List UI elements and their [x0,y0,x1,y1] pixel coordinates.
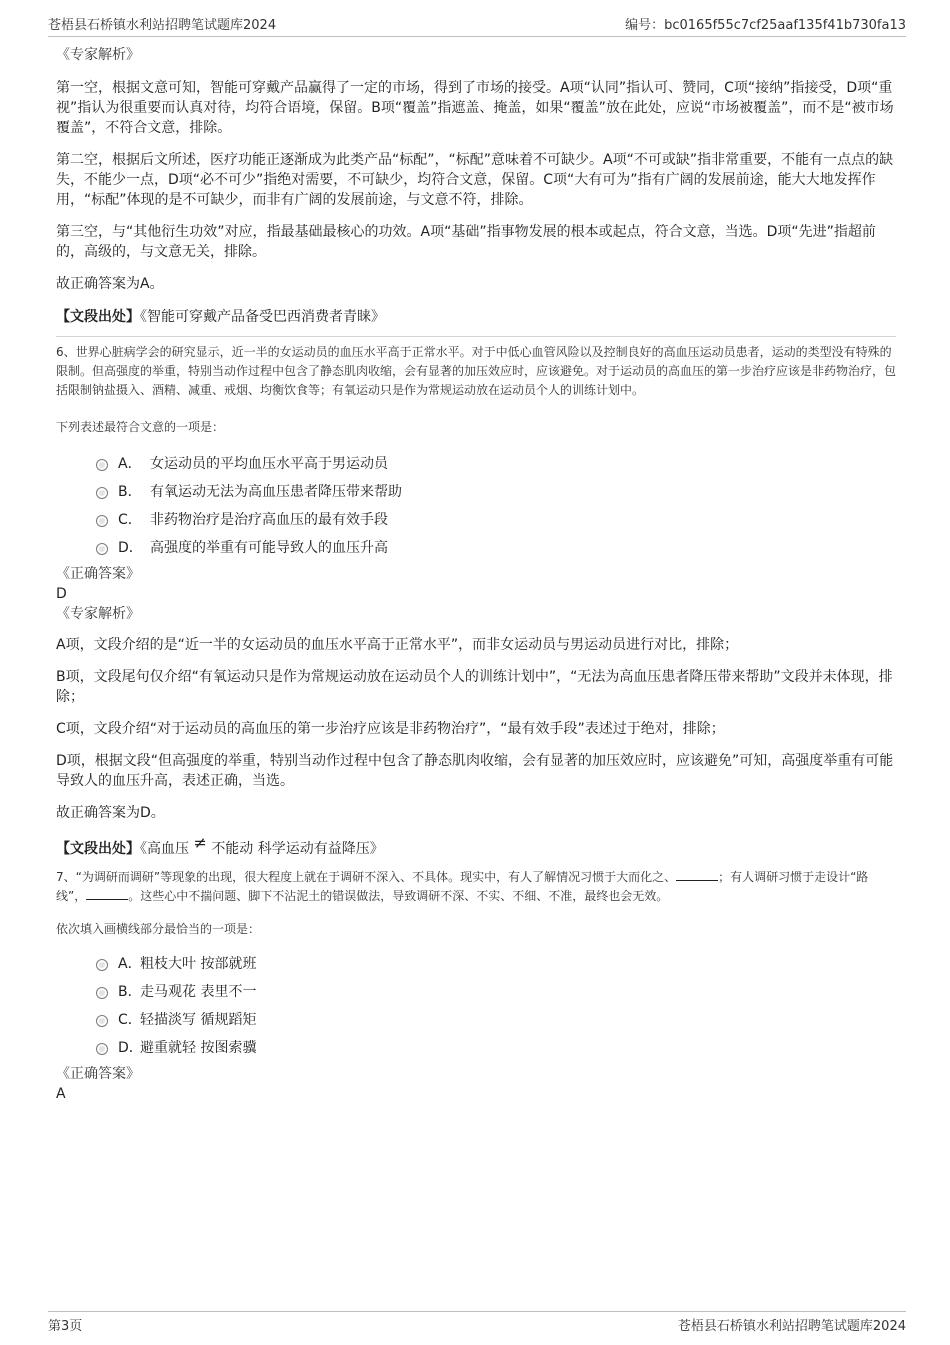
q6-answer-label: 《正确答案》 [56,566,140,582]
page-content [56,44,896,1103]
q6-option-d[interactable]: D． 高强度的举重有可能导致人的血压升高 [56,535,896,563]
q6-analysis-b: B项，文段尾句仅介绍“有氧运动只是作为常规运动放在运动员个人的训练计划中”，“无法为高血压患者降压带来帮助”文段并未体现，排除； [56,669,893,705]
header-doc-id: 编号：bc0165f55c7cf25aaf135f41b730fa13 [625,18,906,33]
page-header [48,12,906,37]
q7-option-d[interactable]: D．避重就轻 按图索骥 [56,1035,896,1063]
q6-source-label: 【文段出处】 [56,841,140,857]
q7-option-a[interactable]: A．粗枝大叶 按部就班 [56,951,896,979]
footer-title: 苍梧县石桥镇水利站招聘笔试题库2024 [677,1319,906,1334]
blank-1 [676,868,718,881]
q6-answer: D [56,586,67,602]
radio-icon[interactable] [96,487,108,499]
q7-answer: A [56,1086,66,1102]
q5-analysis-1: 第一空，根据文意可知，智能可穿戴产品赢得了一定的市场，得到了市场的接受。A项“认同”指认可、赞同，C项“接纳”指接受，D项“重视”指认为很重要而认真对待，均符合语境，保留。B项“覆盖”指遮盖、掩盖，如果“覆盖”放在此处，应说“市场被覆盖”，而不是“被市场覆盖”，不符合文意，排除。 [56,80,894,136]
radio-icon[interactable] [96,515,108,527]
page-footer [48,1311,906,1334]
radio-icon[interactable] [96,543,108,555]
q5-source-title: 《智能可穿戴产品备受巴西消费者青睐》 [140,309,385,325]
q7-stem: 7、“为调研而调研”等现象的出现，很大程度上就在于调研不深入、不具体。现实中，有人了解情况习惯于大而化之、 ；有人调研习惯于走设计“路线”， 。这些心中不揣问题、脚下不沾泥土的错误做法，导致调研不深、不实、不细、不准，最终也会无效。 [56,870,869,903]
q6-option-c[interactable]: C． 非药物治疗是治疗高血压的最有效手段 [56,507,896,535]
q6-stem: 6、世界心脏病学会的研究显示，近一半的女运动员的血压水平高于正常水平。对于中低心血管风险以及控制良好的高血压运动员患者，运动的类型没有特殊的限制。但高强度的举重，特别当动作过程中包含了静态肌肉收缩，会有显著的加压效应时，应该避免。对于运动员的高血压的第一步治疗应该是非药物治疗，包括限制钠盐摄入、酒精、减重、戒烟、均衡饮食等；有氧运动只是作为常规运动放在运动员个人的训练计划中。 [56,345,897,397]
q6-options [56,451,896,563]
q6-source: 【文段出处】《高血压 ≠ 不能动 科学运动有益降压》 [56,833,384,857]
q6-prompt: 下列表述最符合文意的一项是： [56,420,225,434]
q6-expert-label: 《专家解析》 [56,606,140,622]
radio-icon[interactable] [96,459,108,471]
q6-analysis-a: A项，文段介绍的是“近一半的女运动员的血压水平高于正常水平”，而非女运动员与男运动员进行对比，排除； [56,637,739,653]
q6-conclusion: 故正确答案为D。 [56,805,165,821]
radio-icon[interactable] [96,1015,108,1027]
q5-analysis-3: 第三空，与“其他衍生功效”对应，指最基础最核心的功效。A项“基础”指事物发展的根本或起点，符合文意，当选。D项“先进”指超前的，高级的，与文意无关，排除。 [56,224,876,260]
q5-expert-label: 《专家解析》 [56,47,140,63]
q5-source-label: 【文段出处】 [56,309,140,325]
radio-icon[interactable] [96,987,108,999]
q6-option-b[interactable]: B． 有氧运动无法为高血压患者降压带来帮助 [56,479,896,507]
q5-conclusion: 故正确答案为A。 [56,276,164,292]
q6-analysis-c: C项，文段介绍“对于运动员的高血压的第一步治疗应该是非药物治疗”，“最有效手段”表述过于绝对，排除； [56,721,725,737]
q5-source [56,306,896,328]
radio-icon[interactable] [96,1043,108,1055]
q7-answer-label: 《正确答案》 [56,1066,140,1082]
q6-analysis-d: D项，根据文段“但高强度的举重，特别当动作过程中包含了静态肌肉收缩，会有显著的加压效应时，应该避免”可知，高强度举重有可能导致人的血压升高，表述正确，当选。 [56,753,894,789]
q5-analysis-2: 第二空，根据后文所述，医疗功能正逐渐成为此类产品“标配”，“标配”意味着不可缺少。A项“不可或缺”指非常重要，不能有一点点的缺失，不能少一点，D项“必不可少”指绝对需要，不可缺少，均符合文意，保留。C项“大有可为”指有广阔的发展前途，能大大地发挥作用，“标配”体现的是不可缺少，而非有广阔的发展前途，与文意不符，排除。 [56,152,894,208]
blank-2 [86,887,128,900]
q7-option-c[interactable]: C．轻描淡写 循规蹈矩 [56,1007,896,1035]
header-title: 苍梧县石桥镇水利站招聘笔试题库2024 [48,18,277,33]
radio-icon[interactable] [96,959,108,971]
q7-option-b[interactable]: B．走马观花 表里不一 [56,979,896,1007]
not-equal-symbol: ≠ [193,833,207,852]
page-number: 第3页 [48,1319,83,1334]
q7-options [56,951,896,1063]
q7-prompt: 依次填入画横线部分最恰当的一项是： [56,922,261,936]
q6-option-a[interactable]: A． 女运动员的平均血压水平高于男运动员 [56,451,896,479]
